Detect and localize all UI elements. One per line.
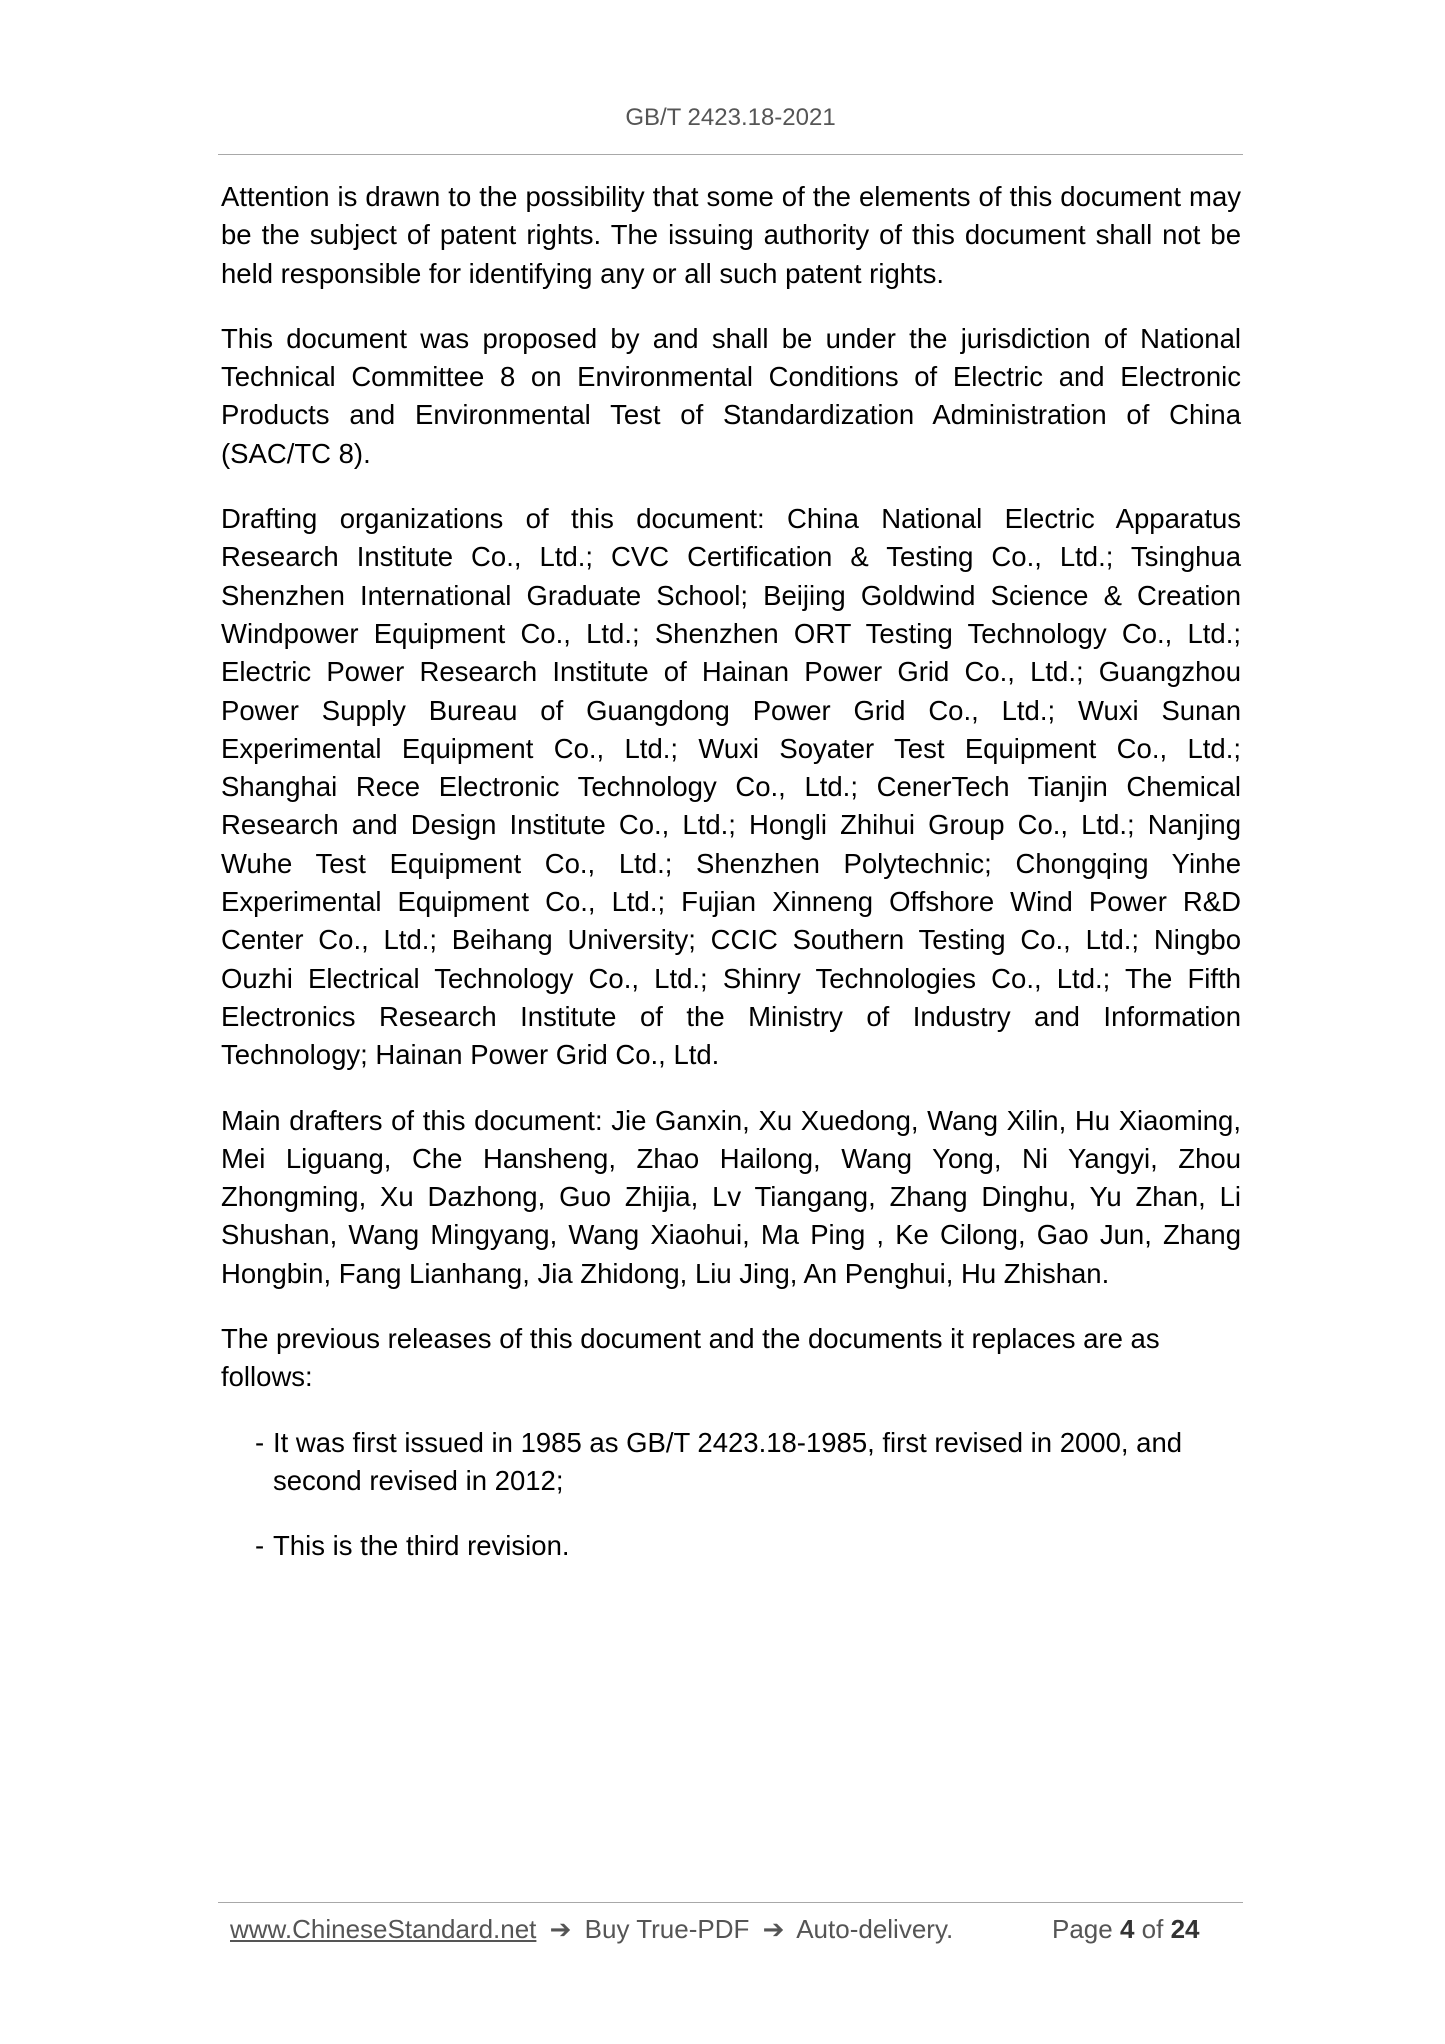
arrow-right-icon: ➔: [762, 1914, 785, 1944]
list-bullet: -: [255, 1426, 265, 1458]
of-label: of: [1141, 1914, 1164, 1944]
list-bullet: -: [255, 1530, 265, 1562]
page-indicator: [1052, 1914, 1200, 1945]
footer-divider: [218, 1902, 1243, 1903]
list-item-text: This is the third revision.: [273, 1530, 570, 1562]
buy-true-pdf-text: Buy True-PDF: [584, 1914, 750, 1944]
previous-releases-paragraph: The previous releases of this document and the documents it replaces are as follows:: [221, 1323, 1160, 1393]
header-divider: [218, 154, 1243, 155]
document-header-id: GB/T 2423.18-2021: [625, 104, 836, 131]
page-footer: [230, 1914, 1230, 1945]
page-label: Page: [1052, 1914, 1113, 1944]
list-item-text: It was first issued in 1985 as GB/T 2423.18-1985, first revised in 2000, and second revised in 2012;: [273, 1426, 1183, 1496]
main-drafters-paragraph: Main drafters of this document: Jie Ganxin, Xu Xuedong, Wang Xilin, Hu Xiaoming, Mei Liguang, Che Hansheng, Zhao Hailong, Wang Yong, Ni Yangyi, Zhou Zhongming, Xu Dazhong, Guo Zhijia, Lv Tiangang, Zhang Dinghu, Yu Zhan, Li Shushan, Wang Mingyang, Wang Xiaohui, Ma Ping , Ke Cilong, Gao Jun, Zhang Hongbin, Fang Lianhang, Jia Zhidong, Liu Jing, An Penghui, Hu Zhishan.: [221, 1104, 1241, 1289]
current-page-number: 4: [1119, 1914, 1135, 1944]
auto-delivery-text: Auto-delivery.: [796, 1914, 954, 1944]
list-item: [255, 1527, 1241, 1565]
website-link[interactable]: www.ChineseStandard.net: [230, 1914, 537, 1944]
total-page-count: 24: [1170, 1914, 1200, 1944]
list-item: [255, 1424, 1241, 1501]
patent-notice-paragraph: Attention is drawn to the possibility that some of the elements of this document may be the subject of patent rights. The issuing authority of this document shall not be held responsible for identifying any or all such patent rights.: [221, 181, 1241, 289]
arrow-right-icon: ➔: [549, 1914, 572, 1944]
drafting-organizations-paragraph: Drafting organizations of this document: China National Electric Apparatus Research Institute Co., Ltd.; CVC Certification & Testing Co., Ltd.; Tsinghua Shenzhen International Graduate School; Beijing Goldwind Science & Creation Windpower Equipment Co., Ltd.; Shenzhen ORT Testing Technology Co., Ltd.; Electric Power Research Institute of Hainan Power Grid Co., Ltd.; Guangzhou Power Supply Bureau of Guangdong Power Grid Co., Ltd.; Wuxi Sunan Experimental Equipment Co., Ltd.; Wuxi Soyater Test Equipment Co., Ltd.; Shanghai Rece Electronic Technology Co., Ltd.; CenerTech Tianjin Chemical Research and Design Institute Co., Ltd.; Hongli Zhihui Group Co., Ltd.; Nanjing Wuhe Test Equipment Co., Ltd.; Shenzhen Polytechnic; Chongqing Yinhe Experimental Equipment Co., Ltd.; Fujian Xinneng Offshore Wind Power R&D Center Co., Ltd.; Beihang University; CCIC Southern Testing Co., Ltd.; Ningbo Ouzhi Electrical Technology Co., Ltd.; Shinry Technologies Co., Ltd.; The Fifth Electronics Research Institute of the Ministry of Industry and Information Technology; Hainan Power Grid Co., Ltd.: [221, 503, 1241, 1071]
document-body: [221, 178, 1241, 1593]
jurisdiction-paragraph: This document was proposed by and shall be under the jurisdiction of National Technical Committee 8 on Environmental Conditions of Electric and Electronic Products and Environmental Test of Standardization Administration of China (SAC/TC 8).: [221, 322, 1241, 469]
